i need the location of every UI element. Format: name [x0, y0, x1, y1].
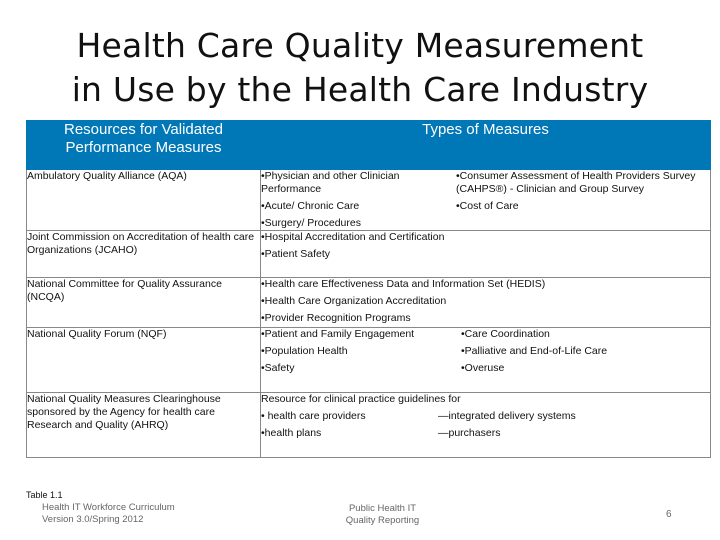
curriculum-version: Version 3.0/Spring 2012 — [42, 514, 144, 525]
header-resources — [27, 121, 261, 170]
list-item: •Patient Safety — [261, 248, 331, 260]
types-ahrq — [261, 393, 711, 458]
list-item: •Overuse — [461, 362, 505, 374]
title-line-2: in Use by the Health Care Industry — [71, 70, 649, 109]
table-row — [27, 231, 711, 278]
org-nqf: National Quality Forum (NQF) — [27, 328, 261, 393]
table-label: Table 1.1 — [26, 490, 63, 500]
list-item: •Surgery/ Procedures — [261, 217, 361, 229]
list-item: •Palliative and End-of-Life Care — [461, 345, 608, 357]
header-resources-line-1: Resources for Validated — [64, 121, 223, 138]
list-item: •Provider Recognition Programs — [261, 312, 411, 324]
table-row — [27, 170, 711, 231]
slide-title — [0, 24, 720, 112]
types-jcaho — [261, 231, 711, 278]
table-header-row — [27, 121, 711, 170]
list-item: •Cost of Care — [456, 200, 519, 212]
list-item: •Physician and other Clinician Performance — [261, 170, 400, 195]
header-resources-line-2: Performance Measures — [65, 139, 222, 156]
table-row — [27, 393, 711, 458]
list-item: •Population Health — [261, 345, 348, 357]
ahrq-intro: Resource for clinical practice guidelines for — [261, 393, 461, 405]
list-item: •Care Coordination — [461, 328, 550, 340]
list-item: • health care providers — [261, 410, 366, 422]
org-ahrq: National Quality Measures Clearinghouse sponsored by the Agency for health care Research and Quality (AHRQ) — [27, 393, 261, 458]
table-row — [27, 328, 711, 393]
curriculum-name: Health IT Workforce Curriculum — [42, 502, 175, 513]
footer-center-line-1: Public Health IT — [348, 503, 417, 514]
header-types: Types of Measures — [261, 121, 711, 170]
table-row — [27, 278, 711, 328]
list-item: •Patient and Family Engagement — [261, 328, 415, 340]
list-item: •Health Care Organization Accreditation — [261, 295, 447, 307]
title-line-1: Health Care Quality Measurement — [76, 26, 644, 65]
org-ncqa: National Committee for Quality Assurance (NCQA) — [27, 278, 261, 328]
page-number: 6 — [666, 509, 672, 520]
footer-center-line-2: Quality Reporting — [345, 515, 420, 526]
list-item: •health plans — [261, 427, 322, 439]
list-item: •Safety — [261, 362, 295, 374]
footer-left — [26, 490, 175, 526]
list-item: •Acute/ Chronic Care — [261, 200, 360, 212]
types-nqf — [261, 328, 711, 393]
org-aqa: Ambulatory Quality Alliance (AQA) — [27, 170, 261, 231]
footer-center — [320, 503, 445, 527]
types-ncqa — [261, 278, 711, 328]
measures-table — [26, 120, 711, 458]
list-item: •Hospital Accreditation and Certification — [261, 231, 445, 243]
types-aqa — [261, 170, 711, 231]
list-item: —purchasers — [438, 427, 501, 439]
list-item: •Consumer Assessment of Health Providers Survey (CAHPS®) - Clinician and Group Survey — [456, 170, 696, 195]
list-item: —integrated delivery systems — [438, 410, 576, 422]
list-item: •Health care Effectiveness Data and Information Set (HEDIS) — [261, 278, 546, 290]
org-jcaho: Joint Commission on Accreditation of health care Organizations (JCAHO) — [27, 231, 261, 278]
